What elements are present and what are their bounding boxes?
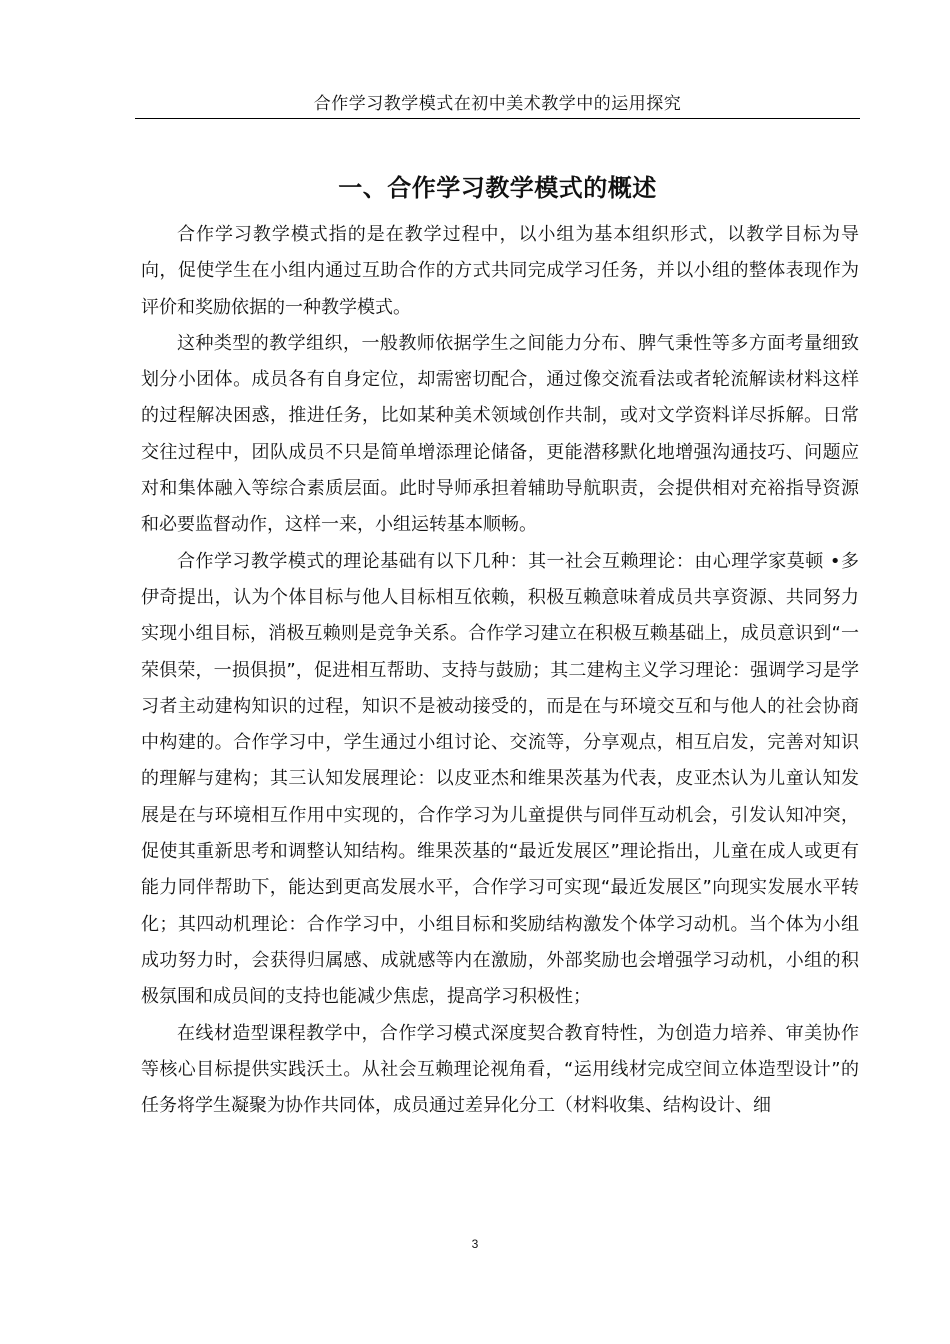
running-header: 合作学习教学模式在初中美术教学中的运用探究: [313, 94, 682, 114]
header-rule: [135, 118, 860, 119]
paragraph-theory: 合作学习教学模式的理论基础有以下几种：其一社会互赖理论：由心理学家莫顿 •多伊奇提出，认为个体目标与他人目标相互依赖，积极互赖意味着成员共享资源、共同努力实现小组目标，消极互赖则是竞争关系。合作学习建立在积极互赖基础上，成员意识到“一荣俱荣，一损俱损”，促进相互帮助、支持与鼓励；其二建构主义学习理论：强调学习是学习者主动建构知识的过程，知识不是被动接受的，而是在与环境交互和与他人的社会协商中构建的。合作学习中，学生通过小组讨论、交流等，分享观点，相互启发，完善对知识的理解与建构；其三认知发展理论：以皮亚杰和维果茨基为代表，皮亚杰认为儿童认知发展是在与环境相互作用中实现的，合作学习为儿童提供与同伴互动机会，引发认知冲突，促使其重新思考和调整认知结构。维果茨基的“最近发展区”理论指出，儿童在成人或更有能力同伴帮助下，能达到更高发展水平，合作学习可实现“最近发展区”向现实发展水平转化；其四动机理论：合作学习中，小组目标和奖励结构激发个体学习动机。当个体为小组成功努力时，会获得归属感、成就感等内在激励，外部奖励也会增强学习动机，小组的积极氛围和成员间的支持也能减少焦虑，提高学习积极性；: [141, 550, 859, 1008]
paragraph-application: 在线材造型课程教学中，合作学习模式深度契合教育特性，为创造力培养、审美协作等核心目标提供实践沃土。从社会互赖理论视角看，“运用线材完成空间立体造型设计”的任务将学生凝聚为协作共同体，成员通过差异化分工（材料收集、结构设计、细: [141, 1022, 859, 1117]
page-number: 3: [471, 1237, 479, 1251]
section-heading: 一、合作学习教学模式的概述: [338, 174, 657, 202]
body-text: [141, 217, 859, 1124]
paragraph-organization: 这种类型的教学组织，一般教师依据学生之间能力分布、脾气秉性等多方面考量细致划分小团体。成员各有自身定位，却需密切配合，通过像交流看法或者轮流解读材料这样的过程解决困惑，推进任务，比如某种美术领域创作共制，或对文学资料详尽拆解。日常交往过程中，团队成员不只是简单增添理论储备，更能潜移默化地增强沟通技巧、问题应对和集体融入等综合素质层面。此时导师承担着辅助导航职责，会提供相对充裕指导资源和必要监督动作，这样一来，小组运转基本顺畅。: [141, 332, 859, 536]
paragraph-definition: 合作学习教学模式指的是在教学过程中，以小组为基本组织形式，以教学目标为导向，促使学生在小组内通过互助合作的方式共同完成学习任务，并以小组的整体表现作为评价和奖励依据的一种教学模式。: [141, 224, 859, 318]
